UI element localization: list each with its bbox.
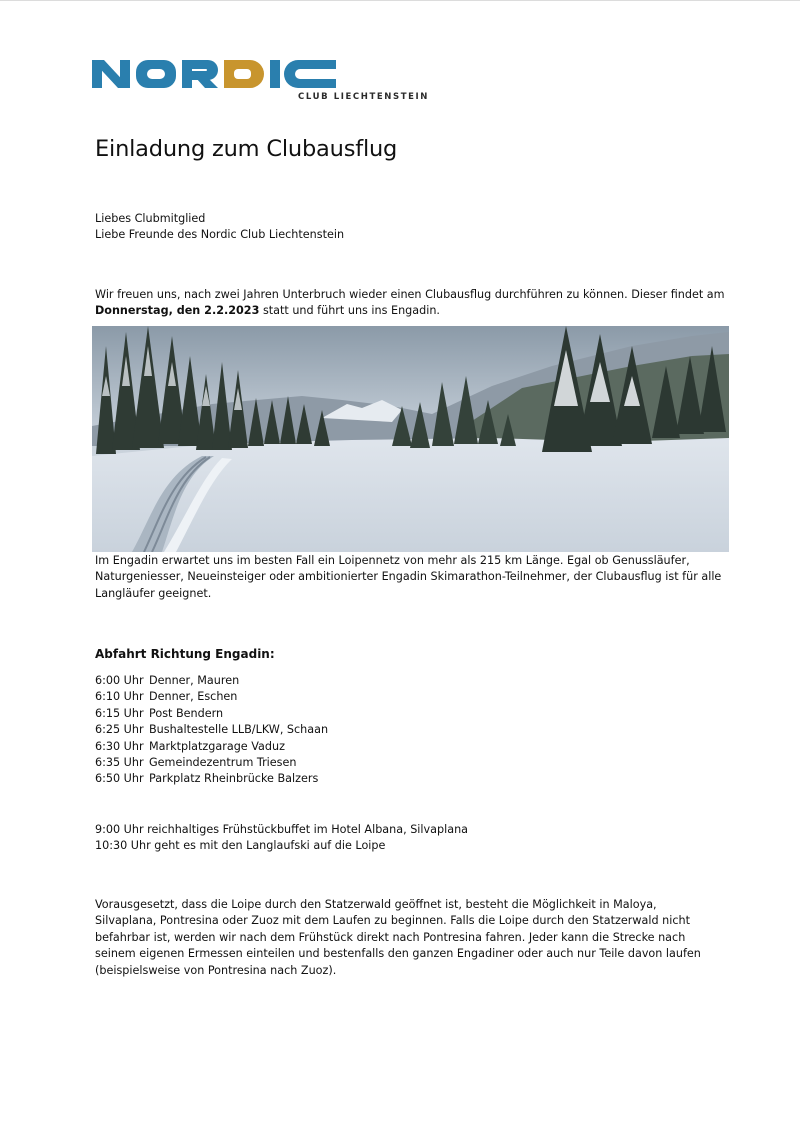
schedule-time: 6:30 Uhr xyxy=(95,739,144,753)
schedule-row xyxy=(95,771,328,787)
schedule-place: Bushaltestelle LLB/LKW, Schaan xyxy=(149,723,329,737)
schedule-row xyxy=(95,755,328,771)
schedule-time: 6:50 Uhr xyxy=(95,772,144,786)
landscape-photo xyxy=(92,326,729,552)
route-details-paragraph: Vorausgesetzt, dass die Loipe durch den Statzerwald geöffnet ist, besteht die Möglichkeit in Maloya, Silvaplana, Pontresina oder Zuoz mit dem Laufen zu beginnen. Falls die Loipe durch den Statzerwald nicht befahrbar ist, werden wir nach dem Frühstück direkt nach Pontresina fahren. Jeder kann die Strecke nach seinem eigenen Ermessen einteilen und bestenfalls den ganzen Engadiner oder auch nur Teile davon laufen (beispielsweise von Pontresina nach Zuoz). xyxy=(95,898,701,977)
schedule-place: Denner, Mauren xyxy=(149,674,240,687)
intro-text-end: statt und führt uns ins Engadin. xyxy=(259,304,440,318)
schedule-row xyxy=(95,689,328,705)
schedule-row xyxy=(95,706,328,722)
schedule-place: Gemeindezentrum Triesen xyxy=(149,756,297,770)
schedule-place: Parkplatz Rheinbrücke Balzers xyxy=(149,772,319,786)
program-line-breakfast: 9:00 Uhr reichhaltiges Frühstückbuffet im Hotel Albana, Silvaplana xyxy=(95,823,469,836)
logo-letter-r xyxy=(182,60,218,88)
schedule-row xyxy=(95,739,328,755)
event-date: Donnerstag, den 2.2.2023 xyxy=(95,304,260,318)
winter-forest-image xyxy=(92,326,729,552)
schedule-time: 6:35 Uhr xyxy=(95,756,144,770)
greeting-line-2: Liebe Freunde des Nordic Club Liechtenstein xyxy=(95,228,345,242)
page-top-border xyxy=(0,0,800,1)
logo-letter-i xyxy=(270,60,280,88)
logo-letter-c xyxy=(284,60,336,88)
logo-letter-o xyxy=(136,60,176,88)
schedule-place: Post Bendern xyxy=(149,706,224,720)
schedule-place: Denner, Eschen xyxy=(149,690,238,704)
schedule-time: 6:10 Uhr xyxy=(95,690,144,704)
intro-paragraph xyxy=(95,287,725,320)
departure-schedule xyxy=(95,673,328,788)
schedule-row xyxy=(95,673,328,689)
engadin-description: Im Engadin erwartet uns im besten Fall ein Loipennetz von mehr als 215 km Länge. Egal ob Genussläufer, Naturgeniesser, Neueinsteiger oder ambitionierter Engadin Skimarathon-Teilnehmer, der Clubausflug ist für alle Langläufer geeignet. xyxy=(95,554,722,600)
intro-text-start: Wir freuen uns, nach zwei Jahren Unterbruch wieder einen Clubausflug durchführen zu können. Dieser findet am xyxy=(95,288,725,301)
schedule-row xyxy=(95,722,328,738)
logo-letter-d xyxy=(224,60,264,88)
schedule-time: 6:15 Uhr xyxy=(95,706,144,720)
page-title: Einladung zum Clubausflug xyxy=(95,136,398,162)
snow-field xyxy=(92,438,729,552)
nordic-club-logo xyxy=(92,56,429,104)
program-line-skiing: 10:30 Uhr geht es mit den Langlaufski auf die Loipe xyxy=(95,839,386,853)
schedule-time: 6:00 Uhr xyxy=(95,674,144,687)
day-program xyxy=(95,822,725,855)
logo-subtitle: CLUB LIECHTENSTEIN xyxy=(298,92,429,102)
logo-letter-n xyxy=(92,60,130,88)
schedule-time: 6:25 Uhr xyxy=(95,723,144,737)
greeting-line-1: Liebes Clubmitglied xyxy=(95,212,206,225)
departure-heading: Abfahrt Richtung Engadin: xyxy=(95,647,275,661)
greeting-block xyxy=(95,211,725,244)
schedule-place: Marktplatzgarage Vaduz xyxy=(149,739,285,753)
